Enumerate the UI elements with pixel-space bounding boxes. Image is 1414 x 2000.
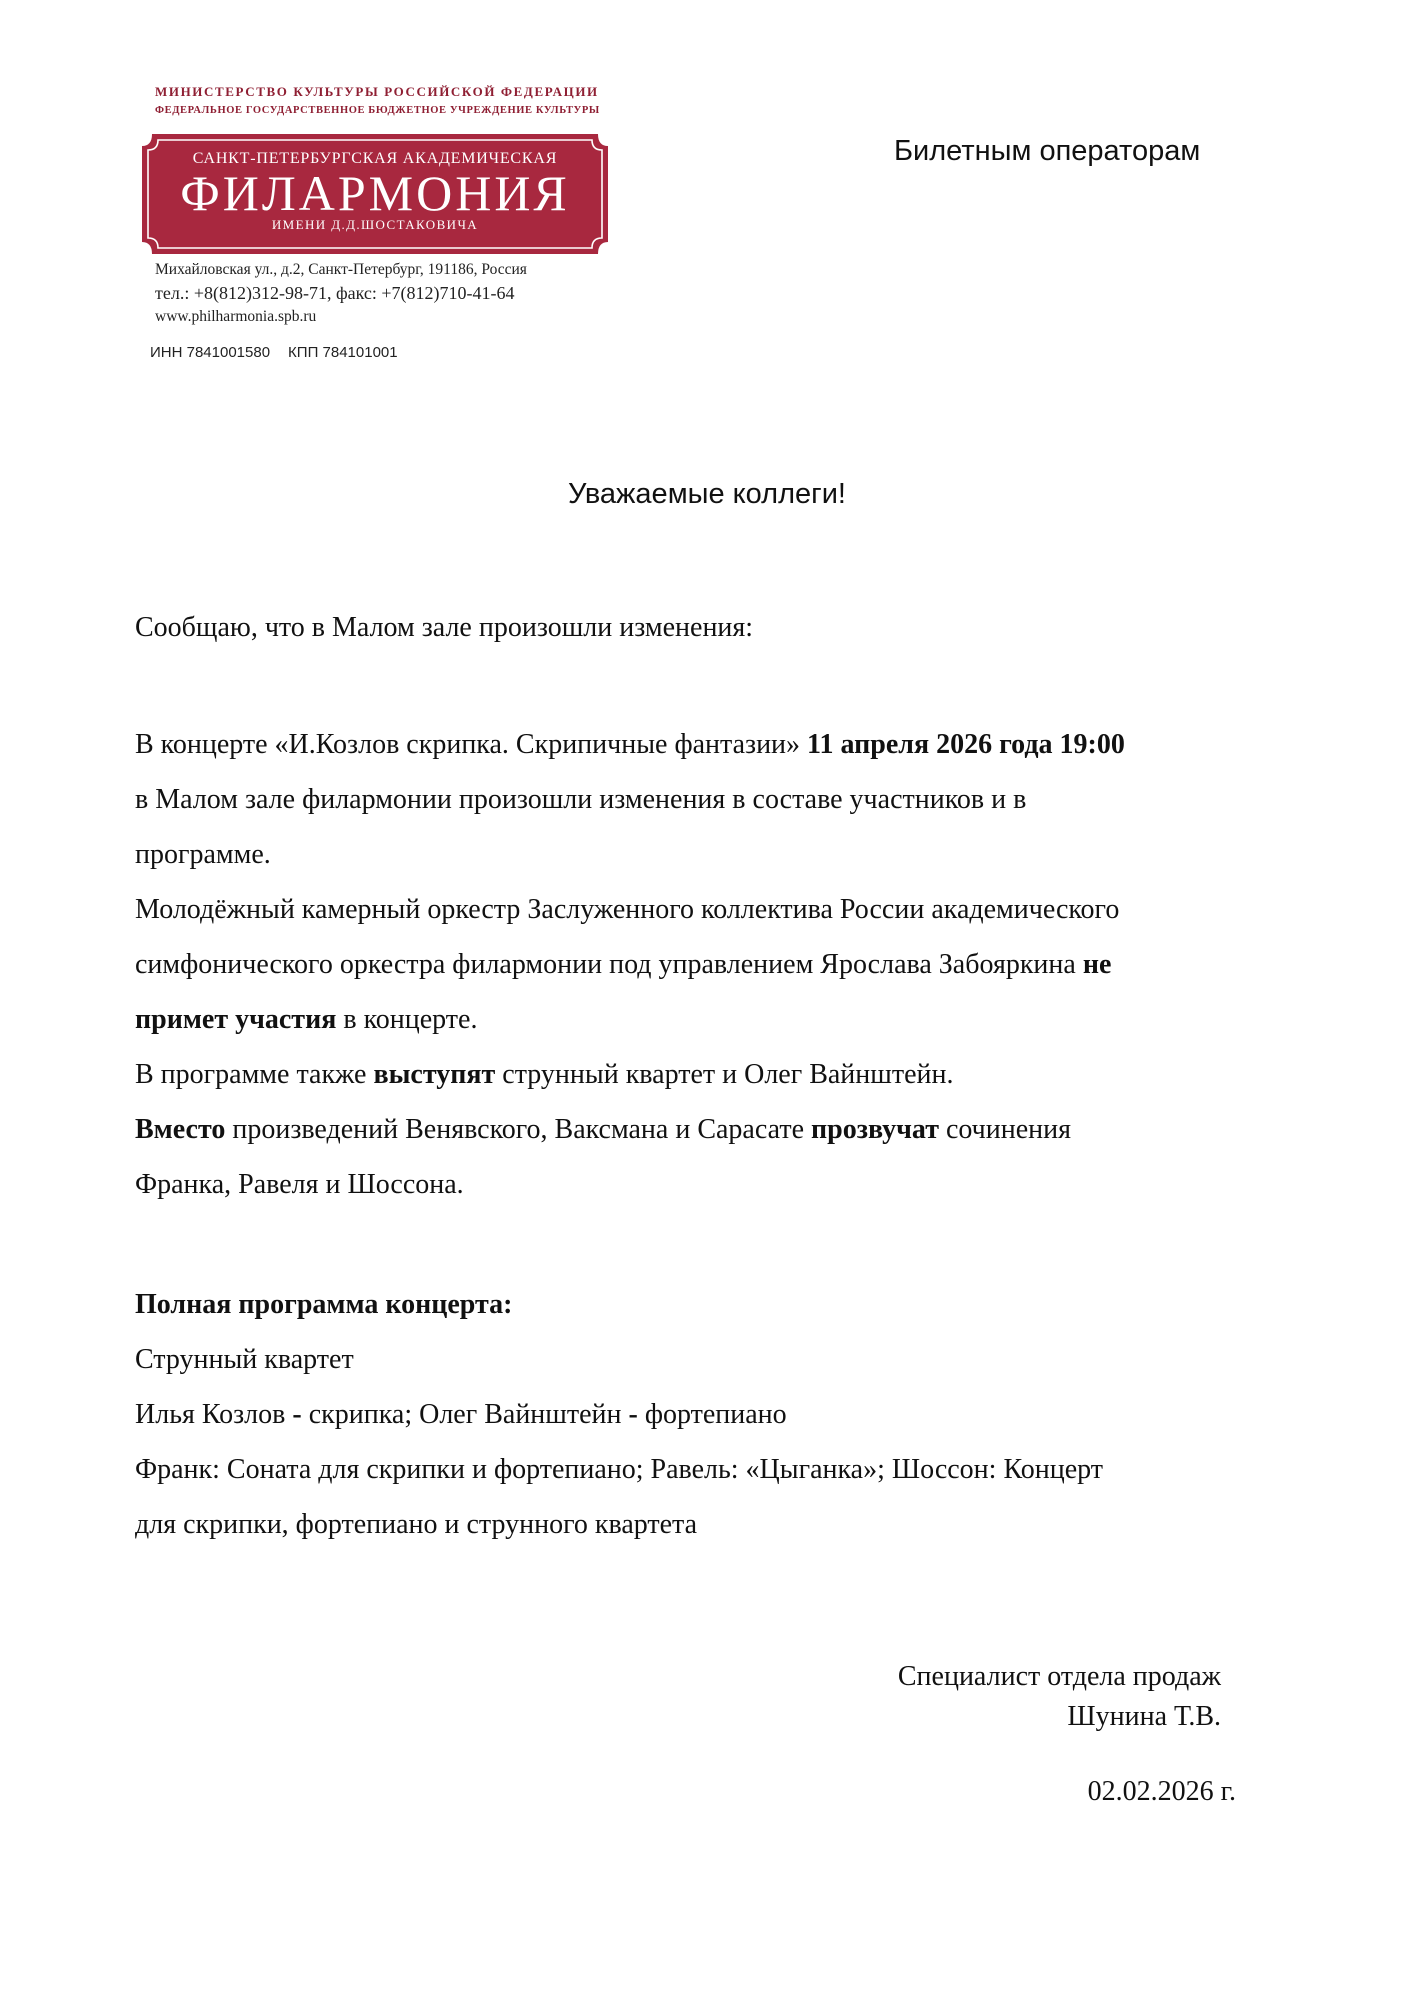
paragraph-line: В концерте «И.Козлов скрипка. Скрипичные фантазии» 11 апреля 2026 года 19:00: [135, 729, 1125, 760]
website: www.philharmonia.spb.ru: [155, 308, 317, 325]
logo-name: ФИЛАРМОНИЯ: [180, 165, 570, 221]
changes-paragraph: [135, 717, 1125, 1212]
program-line: Франк: Соната для скрипки и фортепиано; Равель: «Цыганка»; Шоссон: Концерт: [135, 1454, 1103, 1485]
program-line: для скрипки, фортепиано и струнного квартета: [135, 1509, 698, 1540]
program-heading: Полная программа концерта:: [135, 1289, 513, 1320]
intro-text: Сообщаю, что в Малом зале произошли изменения:: [135, 612, 754, 643]
greeting: Уважаемые коллеги!: [568, 478, 846, 510]
tax-ids: [150, 344, 398, 361]
kpp: КПП 784101001: [288, 344, 398, 361]
logo-line-academic: САНКТ-ПЕТЕРБУРГСКАЯ АКАДЕМИЧЕСКАЯ: [192, 150, 558, 167]
paragraph-line: программе.: [135, 839, 271, 870]
program-line: Илья Козлов - скрипка; Олег Вайнштейн - фортепиано: [135, 1399, 787, 1430]
program-section: [135, 1277, 1103, 1552]
program-line: Струнный квартет: [135, 1344, 354, 1375]
signer-name: Шунина Т.В.: [1067, 1701, 1221, 1732]
signature-block: [898, 1657, 1221, 1737]
logo-line-named-after: ИМЕНИ Д.Д.ШОСТАКОВИЧА: [271, 217, 479, 232]
ministry-line: МИНИСТЕРСТВО КУЛЬТУРЫ РОССИЙСКОЙ ФЕДЕРАЦИИ: [155, 84, 599, 99]
paragraph-line: примет участия в концерте.: [135, 1004, 478, 1035]
signer-position: Специалист отдела продаж: [897, 1661, 1221, 1692]
recipient: Билетным операторам: [894, 135, 1201, 167]
inn: ИНН 7841001580: [150, 344, 271, 361]
paragraph-line: симфонического оркестра филармонии под управлением Ярослава Забояркина не: [135, 949, 1112, 980]
paragraph-line: Вместо произведений Венявского, Ваксмана и Сарасате прозвучат сочинения: [135, 1114, 1071, 1145]
paragraph-line: Молодёжный камерный оркестр Заслуженного коллектива России академического: [135, 894, 1120, 925]
phones: тел.: +8(812)312-98-71, факс: +7(812)710-41-64: [155, 283, 515, 303]
paragraph-line: в Малом зале филармонии произошли изменения в составе участников и в: [135, 784, 1027, 815]
paragraph-line: Франка, Равеля и Шоссона.: [135, 1169, 464, 1200]
letter-date: 02.02.2026 г.: [1087, 1776, 1236, 1807]
institution-line: ФЕДЕРАЛЬНОЕ ГОСУДАРСТВЕННОЕ БЮДЖЕТНОЕ УЧРЕЖДЕНИЕ КУЛЬТУРЫ: [155, 105, 600, 116]
address: Михайловская ул., д.2, Санкт-Петербург, 191186, Россия: [155, 261, 527, 278]
paragraph-line: В программе также выступят струнный квартет и Олег Вайнштейн.: [135, 1059, 954, 1090]
